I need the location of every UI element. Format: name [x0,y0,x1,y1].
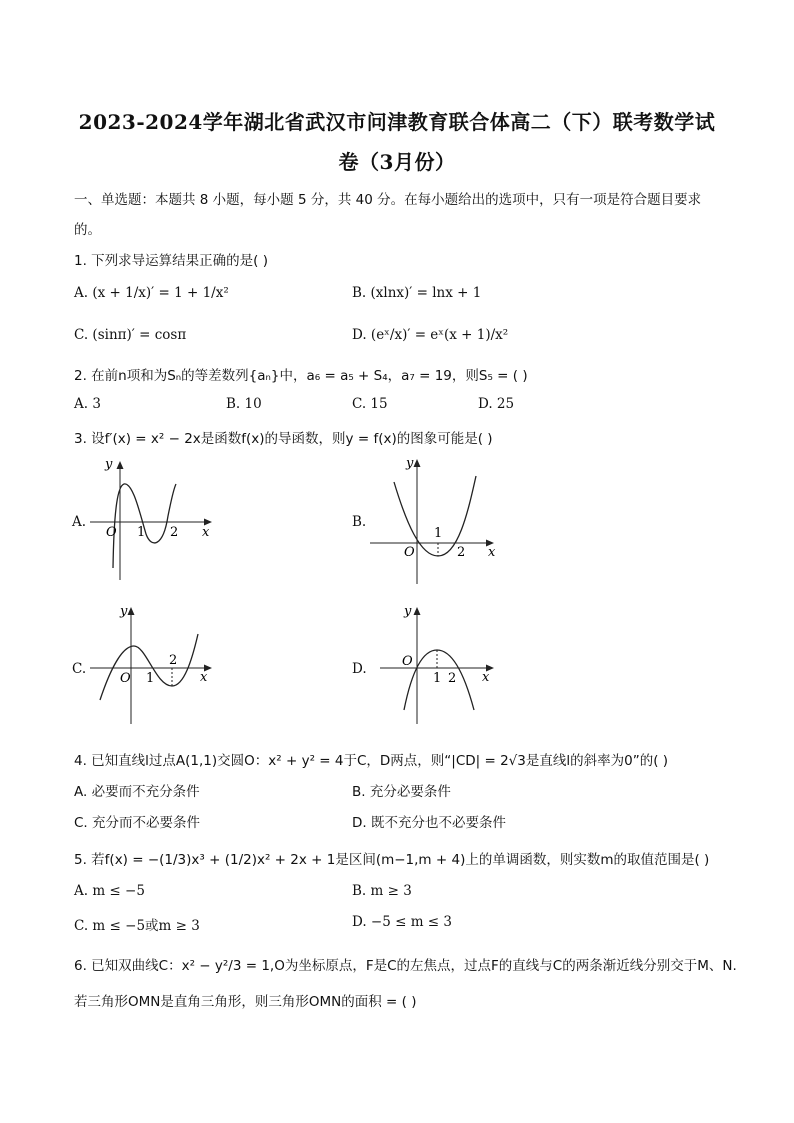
exam-title-line1: 2023-2024学年湖北省武汉市问津教育联合体高二（下）联考数学试 [78,110,716,134]
question-5-option-a: A. m ≤ −5 [74,883,145,899]
graph-a-tick-1: 1 [137,525,146,540]
question-1-option-d: D. (eˣ/x)′ = eˣ(x + 1)/x² [352,327,509,343]
question-1-option-a: A. (x + 1/x)′ = 1 + 1/x² [74,285,229,301]
graph-d-y-label: y [404,604,412,619]
graph-c-tick-2: 2 [169,653,178,668]
section-heading-line2: 的。 [74,222,101,238]
section-heading-line1: 一、单选题：本题共 8 小题，每小题 5 分，共 40 分。在每小题给出的选项中，只有一项是符合题目要求 [74,192,702,208]
question-4-option-b: B. 充分必要条件 [352,784,451,800]
question-1-option-b: B. (xlnx)′ = lnx + 1 [352,285,482,301]
question-2-option-c: C. 15 [352,396,388,412]
question-5-stem: 5. 若f(x) = −(1/3)x³ + (1/2)x² + 2x + 1是区间(m−1,m + 4)上的单调函数，则实数m的取值范围是( ) [74,852,710,868]
graph-d-x-label: x [482,670,490,685]
question-2-option-b: B. 10 [226,396,262,412]
graph-d-origin-label: O [402,654,413,669]
question-4-option-c: C. 充分而不必要条件 [74,815,201,831]
graph-b-origin-label: O [404,545,415,560]
graph-a-tick-2: 2 [170,525,179,540]
question-5-option-c: C. m ≤ −5或m ≥ 3 [74,918,200,934]
question-5-option-b: B. m ≥ 3 [352,883,412,899]
graph-d-tick-1: 1 [433,671,442,686]
question-2-option-d: D. 25 [478,396,515,412]
exam-title-line2: 卷（3月份） [338,150,456,174]
graph-option-a [88,456,218,586]
graph-b-x-label: x [488,545,496,560]
question-6-stem-line2: 若三角形OMN是直角三角形，则三角形OMN的面积 = ( ) [74,994,417,1010]
graph-b-tick-1: 1 [434,526,443,541]
question-3-stem: 3. 设f′(x) = x² − 2x是函数f(x)的导函数，则y = f(x)的图象可能是( ) [74,431,493,447]
question-1-option-c: C. (sinπ)′ = cosπ [74,327,187,343]
graph-a-y-label: y [105,457,113,472]
graph-option-b [370,452,500,592]
graph-b-tick-2: 2 [457,545,466,560]
graph-d-tick-2: 2 [448,671,457,686]
graph-c-tick-1: 1 [146,671,155,686]
graph-option-c [88,600,218,730]
question-6-stem-line1: 6. 已知双曲线C：x² − y²/3 = 1,O为坐标原点，F是C的左焦点，过点F的直线与C的两条渐近线分别交于M、N. [74,958,737,974]
question-3-option-b: B. [352,514,367,530]
question-2-option-a: A. 3 [74,396,101,412]
graph-option-d [370,600,500,730]
graph-a-x-label: x [202,525,210,540]
question-5-option-d: D. −5 ≤ m ≤ 3 [352,914,453,930]
graph-c-origin-label: O [120,671,131,686]
question-3-option-d: D. [352,661,367,677]
question-1-stem: 1. 下列求导运算结果正确的是( ) [74,253,268,269]
question-3-option-a: A. [72,514,87,530]
question-4-option-d: D. 既不充分也不必要条件 [352,815,506,831]
question-3-option-c: C. [72,661,87,677]
graph-a-origin-label: O [106,525,117,540]
question-4-option-a: A. 必要而不充分条件 [74,784,200,800]
question-4-stem: 4. 已知直线l过点A(1,1)交圆O：x² + y² = 4于C，D两点，则“|CD| = 2√3是直线l的斜率为0”的( ) [74,753,669,769]
graph-c-x-label: x [200,670,208,685]
graph-c-y-label: y [120,604,128,619]
graph-b-y-label: y [406,456,414,471]
question-2-stem: 2. 在前n项和为Sₙ的等差数列{aₙ}中，a₆ = a₅ + S₄，a₇ = 19，则S₅ = ( ) [74,368,528,384]
